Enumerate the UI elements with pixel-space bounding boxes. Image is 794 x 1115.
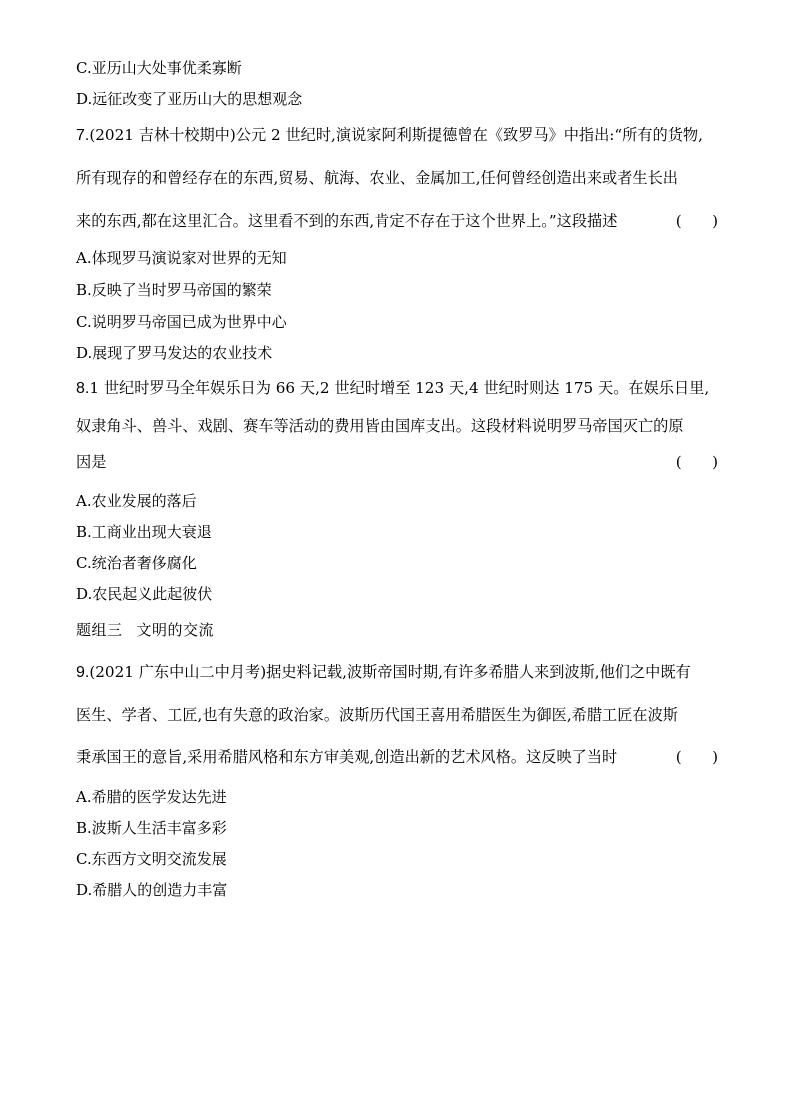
q8-answer-bracket: ( ) <box>675 453 718 471</box>
q7-stem-line1: 7.(2021 吉林十校期中)公元 2 世纪时,演说家阿利斯提德曾在《致罗马》中指出:“所有的货物, <box>76 126 703 144</box>
section-heading <box>76 620 721 640</box>
q9-option-a: A.希腊的医学发达先进 <box>76 788 227 806</box>
q7-answer-bracket: ( ) <box>675 212 718 230</box>
q9-stem-line1: 9.(2021 广东中山二中月考)据史料记载,波斯帝国时期,有许多希腊人来到波斯,他们之中既有 <box>76 663 691 681</box>
q8-option-b: B.工商业出现大衰退 <box>76 523 212 541</box>
section-label: 题组三 <box>76 621 123 639</box>
q6-option-c: C.亚历山大处事优柔寡断 <box>76 59 242 77</box>
q8-number: 8. <box>76 380 90 397</box>
q8-stem-line2: 奴隶角斗、兽斗、戏剧、赛车等活动的费用皆由国库支出。这段材料说明罗马帝国灭亡的原 <box>76 417 684 435</box>
q7-number: 7. <box>76 127 90 144</box>
q7-stem-line3: 来的东西,都在这里汇合。这里看不到的东西,肯定不存在于这个世界上。”这段描述 ( ) <box>76 212 718 230</box>
q9-stem-line3: 秉承国王的意旨,采用希腊风格和东方审美观,创造出新的艺术风格。这反映了当时 ( ) <box>76 748 718 766</box>
q9-option-c: C.东西方文明交流发展 <box>76 850 227 868</box>
q7-option-b: B.反映了当时罗马帝国的繁荣 <box>76 281 272 299</box>
q9-option-b: B.波斯人生活丰富多彩 <box>76 819 227 837</box>
q9-number: 9. <box>76 664 90 681</box>
q7-option-a: A.体现罗马演说家对世界的无知 <box>76 249 287 267</box>
q8-stem-line1: 8.1 世纪时罗马全年娱乐日为 66 天,2 世纪时增至 123 天,4 世纪时则达 175 天。在娱乐日里, <box>76 379 710 397</box>
q7-option-c: C.说明罗马帝国已成为世界中心 <box>76 313 287 331</box>
q7-option-d: D.展现了罗马发达的农业技术 <box>76 344 273 362</box>
q8-option-a: A.农业发展的落后 <box>76 492 197 510</box>
q9-stem-line2: 医生、学者、工匠,也有失意的政治家。波斯历代国王喜用希腊医生为御医,希腊工匠在波斯 <box>76 706 678 724</box>
q6-option-d: D.远征改变了亚历山大的思想观念 <box>76 90 303 108</box>
q8-option-c: C.统治者奢侈腐化 <box>76 554 197 572</box>
q8-option-d: D.农民起义此起彼伏 <box>76 585 213 603</box>
q8-stem-line3: 因是 ( ) <box>76 453 718 471</box>
q7-stem-line2: 所有现存的和曾经存在的东西,贸易、航海、农业、金属加工,任何曾经创造出来或者生长出 <box>76 169 678 187</box>
q9-answer-bracket: ( ) <box>675 748 718 766</box>
section-title: 文明的交流 <box>136 621 215 639</box>
q9-option-d: D.希腊人的创造力丰富 <box>76 881 228 899</box>
